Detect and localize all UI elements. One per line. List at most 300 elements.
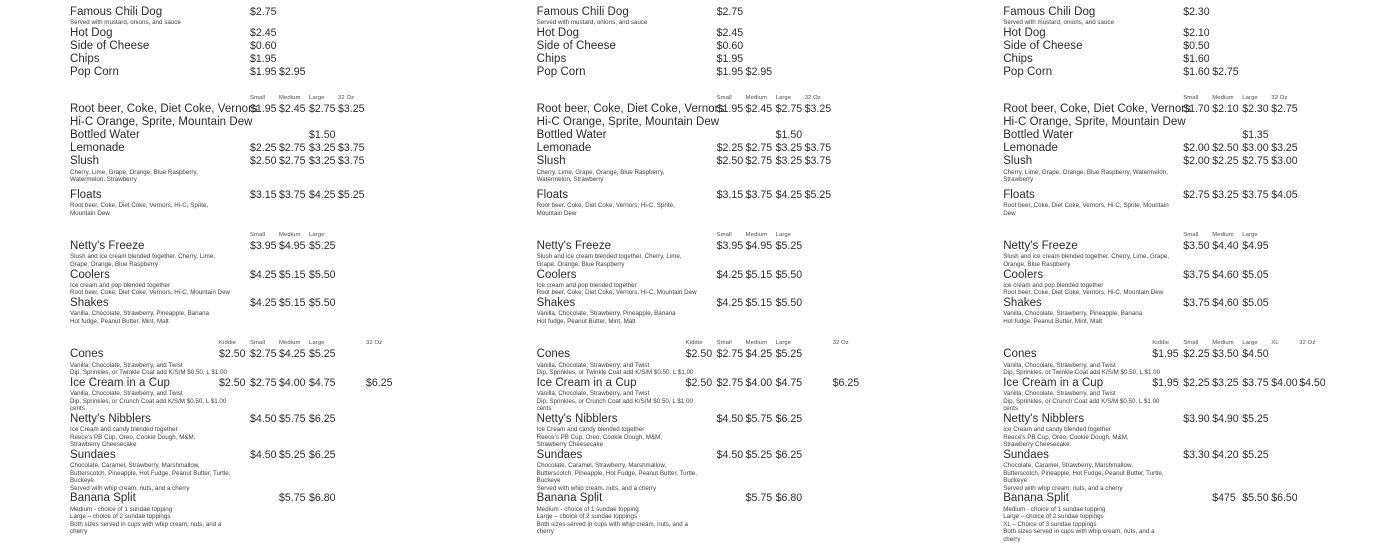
section-gap — [70, 325, 466, 339]
item-description: Ice Cream and candy blended together — [1003, 425, 1111, 433]
price-cell: $4.20 — [1212, 448, 1239, 461]
price-cell: $5.75 — [279, 412, 306, 425]
item-description: cherry — [1003, 535, 1021, 543]
item-description: Dip, Sprinkles, or Crunch Coat add K/S/M $0.50, L $1.00 — [536, 397, 693, 405]
price-cell: $2.10 — [1212, 102, 1239, 115]
price-cell: $3.25 — [309, 155, 336, 168]
price-cell: $5.25 — [775, 348, 803, 361]
menu-item — [70, 297, 466, 310]
item-description: Ice cream and pop blended together — [1003, 281, 1104, 289]
price-cell: $4.00 — [745, 376, 773, 389]
menu-item — [1003, 449, 1399, 462]
menu-item — [1003, 27, 1399, 40]
price-cell: $1.95 — [716, 66, 744, 79]
item-name: Lemonade — [70, 142, 125, 155]
menu-item — [70, 155, 466, 168]
menu-item — [70, 348, 466, 361]
item-name: Shakes — [536, 296, 576, 309]
size-header-large: Large — [775, 232, 792, 239]
item-description: Reece's PB Cup, Oreo, Cookie Dough, M&M, — [536, 433, 663, 441]
size-header-xl: XL — [1271, 340, 1279, 347]
item-description: Watermelon, Strawberry — [70, 176, 137, 184]
item-description: Vanilla, Chocolate, Strawberry, and Twist — [70, 361, 183, 369]
price-cell: $2.75 — [716, 376, 744, 389]
price-cell: $5.25 — [775, 240, 803, 253]
price-cell: $3.25 — [1271, 142, 1298, 155]
price-cell: $3.75 — [279, 188, 306, 201]
item-name: Side of Cheese — [70, 40, 150, 52]
price-cell: $5.50 — [309, 268, 336, 281]
size-header-kiddie: Kiddie — [219, 340, 236, 347]
item-description: Hot fudge, Peanut Butter, Mint, Malt — [1003, 317, 1102, 325]
item-name: Famous Chili Dog — [536, 6, 629, 18]
price-cell: $3.50 — [1183, 240, 1210, 253]
item-name: Netty's Nibblers — [1003, 412, 1085, 425]
item-description: Hot fudge, Peanut Butter, Mint, Malt — [536, 317, 636, 325]
menu-item — [537, 155, 933, 168]
item-description: cherry — [70, 528, 88, 536]
section-drinks — [70, 94, 466, 218]
menu-item — [537, 240, 933, 253]
section-gap — [1003, 217, 1399, 231]
menu-item — [537, 6, 933, 19]
menu-item — [537, 142, 933, 155]
menu-item — [70, 142, 466, 155]
item-description: Vanilla, Chocolate, Strawberry, Pineapple, Banana — [70, 310, 210, 318]
price-cell: $1.95 — [1152, 376, 1179, 389]
price-cell: $2.25 — [250, 142, 277, 155]
item-name: Netty's Nibblers — [70, 412, 151, 425]
price-cell: $2.75 — [745, 155, 773, 168]
price-cell: $3.75 — [338, 155, 365, 168]
menu-item — [1003, 240, 1399, 253]
item-name: Root beer, Coke, Diet Coke, Vernors — [1003, 102, 1191, 115]
item-description: Mountain Dew — [536, 209, 577, 217]
item-description: cents — [1003, 405, 1019, 413]
item-description: Slush and ice cream blended together. Cherry, Lime, Grape, — [1003, 253, 1169, 261]
price-cell: $1.95 — [250, 102, 277, 115]
item-name: Coolers — [70, 268, 110, 281]
section-freeze — [1003, 231, 1399, 325]
menu-item — [70, 240, 466, 253]
size-header-row — [1003, 339, 1399, 348]
price-cell: $2.25 — [1183, 376, 1210, 389]
price-cell: $3.75 — [1242, 188, 1269, 201]
price-cell: $1.95 — [716, 102, 744, 115]
item-description: Served with mustard, onions, and sauce — [536, 19, 648, 27]
price-cell: $2.00 — [1183, 155, 1210, 168]
price-cell: $4.50 — [716, 448, 744, 461]
price-cell: $4.00 — [279, 376, 306, 389]
price-cell: $0.60 — [250, 40, 277, 52]
item-name: Banana Split — [1003, 492, 1070, 505]
price-cell: $2.75 — [309, 102, 336, 115]
price-cell: $1.95 — [250, 66, 277, 79]
price-cell: $4.25 — [309, 188, 336, 201]
price-cell: $5.25 — [1242, 412, 1269, 425]
price-cell: $4.95 — [1242, 240, 1269, 253]
size-header-small: Small — [716, 232, 732, 239]
menu-item — [70, 27, 466, 40]
price-cell: $6.25 — [309, 412, 336, 425]
menu-item — [70, 66, 466, 79]
menu-item — [1003, 142, 1399, 155]
price-cell: $3.75 — [1183, 268, 1210, 281]
item-name: Ice Cream in a Cup — [536, 376, 637, 389]
item-name: Bottled Water — [536, 129, 607, 142]
item-description: Cherry, Lime, Grape, Orange, Blue Raspberry, Watermelon, — [1003, 168, 1168, 176]
menu-item — [537, 413, 933, 426]
price-cell: $5.05 — [1242, 296, 1269, 309]
item-description: Ice cream and pop blended together — [536, 281, 637, 289]
item-description: Grape, Orange, Blue Raspberry — [536, 261, 625, 268]
price-cell: $5.25 — [1242, 448, 1269, 461]
item-description: Butterscotch, Pineapple, Hot Fudge, Peanut Butter, Turtle, — [70, 469, 231, 477]
price-cell: $2.75 — [1271, 102, 1298, 115]
price-cell: $5.50 — [775, 268, 803, 281]
menu-item — [1003, 40, 1399, 53]
price-cell: $3.15 — [250, 188, 277, 201]
price-cell: $4.60 — [1212, 268, 1239, 281]
size-header-32-oz: 32 Oz — [338, 94, 355, 101]
section-drinks — [537, 94, 933, 218]
price-cell: $4.25 — [716, 268, 744, 281]
item-name: Pop Corn — [536, 66, 586, 79]
price-cell: $6.25 — [832, 376, 860, 389]
menu-item — [537, 377, 933, 390]
section-gap — [1003, 80, 1399, 94]
price-cell: $5.25 — [745, 448, 773, 461]
item-description: Both sizes served in cups with whip cream, nuts, and a — [1003, 528, 1155, 536]
item-name: Chips — [1003, 53, 1033, 66]
price-cell: $5.50 — [1242, 492, 1269, 505]
menu-item — [1003, 129, 1399, 142]
menu-item — [537, 269, 933, 282]
size-header-medium: Medium — [279, 94, 301, 101]
menu-item — [537, 40, 933, 53]
menu-item — [1003, 269, 1399, 282]
menu-item — [1003, 297, 1399, 310]
price-cell: $3.25 — [1212, 376, 1239, 389]
price-cell: $4.50 — [716, 412, 744, 425]
price-cell: $1.60 — [1183, 53, 1210, 66]
size-header-large: Large — [1242, 340, 1258, 347]
panel-content — [1003, 6, 1399, 543]
price-cell: $4.25 — [775, 188, 803, 201]
item-name: Root beer, Coke, Diet Coke, Vernors — [536, 102, 725, 115]
size-header-32-oz: 32 Oz — [366, 340, 383, 347]
price-cell: $2.75 — [279, 142, 306, 155]
item-name: Ice Cream in a Cup — [1003, 376, 1104, 389]
item-name-line2: Hi-C Orange, Sprite, Mountain Dew — [536, 115, 720, 128]
price-cell: $2.45 — [716, 26, 744, 39]
price-cell: $3.75 — [338, 142, 365, 155]
menu-item — [537, 297, 933, 310]
menu-item — [537, 189, 933, 202]
menu-item — [1003, 492, 1399, 505]
price-cell: $3.75 — [804, 142, 832, 155]
price-cell: $2.95 — [745, 66, 773, 79]
price-cell: $2.75 — [1183, 188, 1210, 201]
menu-item — [1003, 348, 1399, 361]
size-header-large: Large — [309, 340, 325, 347]
item-description: Root beer, Coke, Diet Coke, Vernors, Hi-C, Mountain Dew — [1003, 289, 1164, 297]
section-gap — [70, 217, 466, 231]
item-description: Medium - choice of 1 sundae topping — [1003, 505, 1106, 513]
item-name: Floats — [70, 188, 102, 201]
item-description: Vanilla, Chocolate, Strawberry, Pineapple, Banana — [536, 310, 676, 318]
price-cell: $5.15 — [279, 268, 306, 281]
item-description: Hot fudge, Peanut Butter, Mint, Malt — [70, 317, 169, 325]
menu-item — [1003, 6, 1399, 19]
size-header-small: Small — [716, 94, 732, 101]
menu-panel-1 — [0, 0, 467, 536]
menu-item — [537, 492, 933, 505]
item-name: Slush — [70, 155, 100, 168]
section-ice-cream — [1003, 339, 1399, 543]
item-name: Ice Cream in a Cup — [70, 376, 170, 389]
size-header-row — [537, 94, 933, 103]
price-cell: $5.05 — [1242, 268, 1269, 281]
section-gap — [537, 217, 933, 231]
price-cell: $2.75 — [1212, 66, 1239, 79]
size-header-kiddie: Kiddie — [1152, 340, 1170, 347]
size-header-large: Large — [1242, 232, 1258, 239]
item-description: Buckeye — [536, 477, 561, 485]
item-description: Dip, Sprinkles, or Twinkle Coat add K/S/M $0.50, L $1.00 — [70, 369, 227, 377]
price-cell: $3.95 — [716, 240, 744, 253]
menu-item — [70, 449, 466, 462]
price-cell: $1.60 — [1183, 66, 1210, 79]
menu-item — [70, 129, 466, 142]
section-gap — [1003, 325, 1399, 339]
item-description: Vanilla, Chocolate, Strawberry, and Twist — [1003, 361, 1116, 369]
item-description: Butterscotch, Pineapple, Hot Fudge, Peanut Butter, Turtle, — [536, 469, 698, 477]
price-cell: $3.50 — [1212, 348, 1239, 361]
price-cell: $2.75 — [716, 348, 744, 361]
size-header-small: Small — [1183, 94, 1199, 101]
price-cell: $5.75 — [279, 492, 306, 505]
item-description: Root beer, Coke, Diet Coke, Vernors, Hi-C, Sprite, Mountain — [1003, 202, 1169, 210]
size-header-row — [1003, 94, 1399, 103]
item-description: Reece's PB Cup, Oreo, Cookie Dough, M&M, — [1003, 433, 1129, 441]
item-description: Buckeye — [70, 477, 94, 485]
item-description: Served with mustard, onions, and sauce — [1003, 19, 1115, 27]
item-description: Vanilla, Chocolate, Strawberry, Pineapple, Banana — [1003, 310, 1143, 318]
menu-item — [70, 103, 466, 116]
item-description: Large – choice of 2 sundae toppings — [536, 513, 638, 521]
item-name: Cones — [1003, 348, 1037, 361]
price-cell: $2.50 — [250, 155, 277, 168]
item-description: Mountain Dew — [70, 209, 110, 217]
price-cell: $2.75 — [250, 348, 277, 361]
item-description: Large – choice of 2 sundae toppings — [1003, 513, 1104, 521]
item-description: Both sizes served in cups with whip cream, nuts, and a — [536, 520, 688, 528]
item-name: Cones — [536, 348, 571, 361]
price-cell: $2.50 — [219, 348, 246, 361]
item-description: Vanilla, Chocolate, Strawberry, and Twist — [536, 361, 650, 369]
size-header-large: Large — [1242, 94, 1258, 101]
menu-item — [1003, 103, 1399, 116]
price-cell: $4.50 — [250, 412, 277, 425]
menu-item — [1003, 189, 1399, 202]
price-cell: $3.75 — [804, 155, 832, 168]
panel-content — [537, 6, 933, 536]
item-name: Slush — [1003, 155, 1033, 168]
item-description: Strawberry Cheesecake — [70, 441, 137, 449]
price-cell: $3.95 — [250, 240, 277, 253]
size-header-medium: Medium — [1212, 232, 1234, 239]
section-drinks — [1003, 94, 1399, 218]
item-description: Dew — [1003, 209, 1016, 217]
item-name: Bottled Water — [70, 129, 140, 142]
size-header-medium: Medium — [1212, 94, 1234, 101]
item-description: Chocolate, Caramel, Strawberry, Marshmallow, — [1003, 461, 1133, 469]
price-cell: $6.25 — [366, 376, 393, 389]
size-header-small: Small — [250, 232, 266, 239]
item-name: Hot Dog — [536, 26, 580, 39]
section-gap — [537, 80, 933, 94]
size-header-kiddie: Kiddie — [685, 340, 703, 347]
item-description: cents — [70, 405, 85, 413]
item-description: Watermelon, Strawberry — [536, 176, 604, 184]
item-name: Hot Dog — [1003, 26, 1046, 39]
item-name: Famous Chili Dog — [70, 6, 163, 18]
price-cell: $5.25 — [279, 448, 306, 461]
price-cell: $5.15 — [745, 268, 773, 281]
item-description: Root beer, Coke, Diet Coke, Vernors, Hi-C, Mountain Dew — [536, 289, 697, 297]
item-description: Dip, Sprinkles, or Twinkle Coat add K/S/M $0.50, L $1.00 — [1003, 369, 1161, 377]
price-cell: $2.45 — [745, 102, 773, 115]
size-header-medium: Medium — [745, 232, 768, 239]
section-food — [537, 6, 933, 80]
item-description: Large – choice of 2 sundae toppings — [70, 513, 171, 521]
price-cell: $6.25 — [775, 412, 803, 425]
item-name: Pop Corn — [1003, 66, 1053, 79]
item-description: Vanilla, Chocolate, Strawberry, and Twist — [1003, 389, 1116, 397]
section-gap — [537, 325, 933, 339]
size-header-row — [70, 339, 466, 348]
price-cell: $5.75 — [745, 412, 773, 425]
item-name: Floats — [536, 188, 569, 201]
price-cell: $4.25 — [250, 268, 277, 281]
item-description: cherry — [536, 528, 554, 536]
price-cell: $2.50 — [219, 376, 246, 389]
price-cell: $6.80 — [309, 492, 336, 505]
size-header-row — [70, 231, 466, 240]
price-cell: $3.75 — [745, 188, 773, 201]
item-name: Coolers — [536, 268, 577, 281]
price-cell: $3.25 — [338, 102, 365, 115]
item-description: XL – Choice of 3 sundae toppings — [1003, 520, 1097, 528]
price-cell: $2.10 — [1183, 26, 1210, 39]
section-ice-cream — [537, 339, 933, 536]
size-header-medium: Medium — [1212, 340, 1234, 347]
section-food — [70, 6, 466, 80]
price-cell: $2.75 — [1242, 155, 1269, 168]
price-cell: $5.75 — [745, 492, 773, 505]
price-cell: $3.30 — [1183, 448, 1210, 461]
item-description: Ice Cream and candy blended together — [536, 425, 645, 433]
price-cell: $4.50 — [1242, 348, 1269, 361]
item-name-line2: Hi-C Orange, Sprite, Mountain Dew — [1003, 115, 1186, 128]
price-cell: $2.30 — [1242, 102, 1269, 115]
menu-panel-3 — [933, 0, 1400, 543]
item-name: Side of Cheese — [536, 40, 616, 52]
item-description: Root beer, Coke, Diet Coke, Vernors, Hi-C, Sprite, — [536, 202, 675, 210]
price-cell: $2.45 — [279, 102, 306, 115]
item-description: Served with whip cream, nuts, and a cherry — [536, 484, 657, 492]
price-cell: $2.50 — [685, 376, 713, 389]
item-description: Strawberry Cheesecake — [536, 441, 604, 449]
item-description: Medium - choice of 1 sundae topping — [70, 505, 173, 513]
size-header-large: Large — [775, 340, 792, 347]
size-header-medium: Medium — [279, 340, 301, 347]
size-header-small: Small — [250, 94, 266, 101]
item-description: Dip, Sprinkles, or Twinkle Coat add K/S/M $0.50, L $1.00 — [536, 369, 694, 377]
item-description: Both sizes served in cups with whip cream, nuts, and a — [70, 520, 222, 528]
price-cell: $4.75 — [309, 376, 336, 389]
price-cell: $3.75 — [1183, 296, 1210, 309]
item-name: Coolers — [1003, 268, 1044, 281]
price-cell: $3.15 — [716, 188, 744, 201]
item-description: Strawberry — [1003, 176, 1034, 184]
menu-item — [1003, 413, 1399, 426]
menu-item — [537, 129, 933, 142]
menu-item — [1003, 66, 1399, 79]
menu-item — [70, 269, 466, 282]
price-cell: $1.95 — [250, 53, 277, 66]
item-name: Side of Cheese — [1003, 40, 1083, 52]
price-cell: $4.25 — [716, 296, 744, 309]
price-cell: $2.25 — [1212, 155, 1239, 168]
size-header-large: Large — [309, 94, 325, 101]
price-cell: $4.50 — [1299, 376, 1326, 389]
item-description: Chocolate, Caramel, Strawberry, Marshmallow, — [70, 461, 200, 469]
price-cell: $5.50 — [775, 296, 803, 309]
size-header-row — [537, 339, 933, 348]
item-description: Ice Cream and candy blended together — [70, 425, 178, 433]
price-cell: $2.50 — [716, 155, 744, 168]
price-cell: $2.75 — [716, 6, 744, 18]
item-name: Sundaes — [70, 448, 116, 461]
price-cell: $2.25 — [716, 142, 744, 155]
section-freeze — [70, 231, 466, 325]
item-name: Shakes — [1003, 296, 1042, 309]
price-cell: $3.25 — [309, 142, 336, 155]
menu-item — [70, 53, 466, 66]
size-header-small: Small — [250, 340, 266, 347]
price-cell: $1.95 — [716, 53, 744, 66]
item-description: Reece's PB Cup, Oreo, Cookie Dough, M&M, — [70, 433, 196, 441]
section-food — [1003, 6, 1399, 80]
menu-item — [537, 27, 933, 40]
size-header-32-oz: 32 Oz — [1271, 94, 1288, 101]
menu-panel-2 — [467, 0, 934, 536]
menu-item — [537, 66, 933, 79]
item-description: Orange, Blue Raspberry — [1003, 261, 1071, 268]
price-cell: $6.25 — [309, 448, 336, 461]
item-name: Hot Dog — [70, 26, 113, 39]
item-name: Chips — [70, 53, 100, 66]
size-header-row — [537, 231, 933, 240]
price-cell: $2.75 — [745, 142, 773, 155]
price-cell: $5.15 — [745, 296, 773, 309]
size-header-32-oz: 32 Oz — [832, 340, 849, 347]
item-name: Root beer, Coke, Diet Coke, Vernors — [70, 102, 258, 115]
price-cell: $5.25 — [338, 188, 365, 201]
section-freeze — [537, 231, 933, 325]
